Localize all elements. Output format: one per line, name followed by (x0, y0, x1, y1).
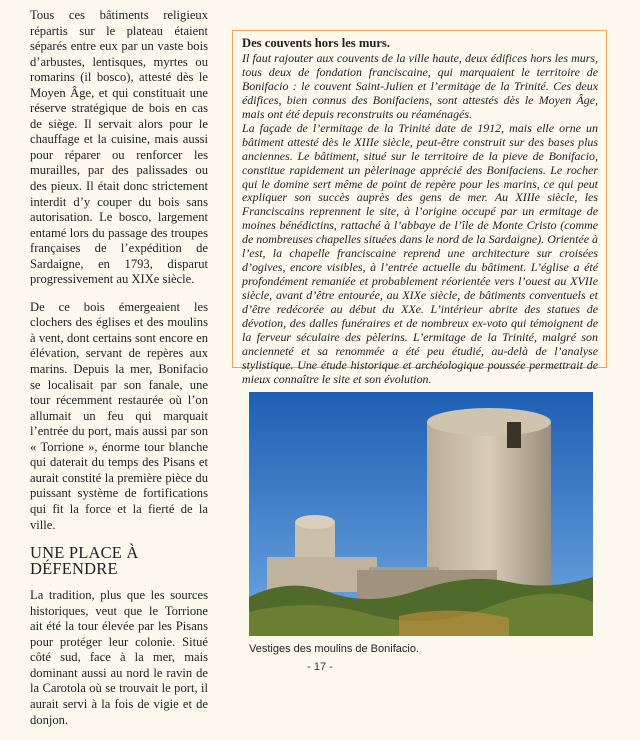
sidebar-title: Des couvents hors les murs. (242, 36, 390, 50)
sidebar-paragraph-1: Il faut rajouter aux couvents de la ville haute, deux édifices hors les murs, tous deux de fondation franciscaine, qui marquaient le territoire de Bonifacio : le couvent Saint-Julien et l’ermitage de la Trinité. Ces deux édifices, bien connus des Bonifaciens, sont attestés dès le Moyen Âge, mais ont été depuis reconstruits ou réaménagés. (242, 50, 598, 121)
page-number: - 17 - (307, 661, 333, 673)
windmills-illustration (249, 392, 593, 636)
paragraph-clochers: De ce bois émergeaient les clochers des églises et des moulins à vent, dont certains sont encore en élévation, servant de repères aux marins. Depuis la mer, Bonifacio se localisait par son fanale, une tour récemment restaurée où l’on allumait un feu qui marquait l’entrée du port, mais aussi par son « Torrione », énorme tour blanche qui daterait du temps des Pisans et aurait constité la première pièce du puissant système de fortifications qui fit la force et la fierté de la ville. (30, 299, 208, 532)
section-heading: UNE PLACE À DÉFENDRE (30, 543, 139, 578)
windmills-photo (249, 392, 593, 636)
sidebar-box (232, 30, 607, 386)
main-text-column (30, 8, 208, 740)
photo-caption: Vestiges des moulins de Bonifacio. (249, 643, 419, 655)
paragraph-torrione: La tradition, plus que les sources historiques, veut que le Torrione ait été la tour élevée par les Pisans pour protéger leur colonie. Situé côté sud, face à la mer, mais dominant aussi au nord le ravin de la Carotola où se trouvait le port, il aurait servi à la fois de vigie et de donjon. (30, 588, 208, 727)
sidebar-paragraph-2: La façade de l’ermitage de la Trinité date de 1912, mais elle orne un bâtiment attesté dès le XIIIe siècle, peut-être construit sur des bases plus anciennes. Le bâtiment, situé sur le territoire de la pieve de Bonifacio, constitue rapidement un pèlerinage apprécié des Bonifaciens. Le rocher qui le domine sert même de point de repère pour les marins, ce qui peut expliquer son succès auprès des gens de mer. Au XIIIe siècle, les Franciscains reprennent le site, à l’origine occupé par un ermitage de moines bénédictins, rattaché à l’abbaye de l’île de Monte Cristo (comme de nombreuses chapelles situées dans le nord de la Sardaigne). Orientée à l’est, la chapelle franciscaine reprend une architecture sur croisées d’ogives, encore visibles, à l’entrée actuelle du bâtiment. L’église a été profondément remaniée et probablement réorientée vers l’ouest au XVIIe siècle, avant d’être entourée, au XIXe siècle, de bâtiments conventuels et d’être redécorée au début du XXe. L’intérieur abrite des statues de dévotion, des dalles funéraires et de nombreux ex-voto qui témoignent de la ferveur séculaire des pèlerins. L’ermitage de la Trinité, malgré son ancienneté et sa renommée a été peu étudié, au-delà de l’analyse stylistique. Une étude historique et archéologique poussée permettrait de mieux connaître le site et son évolution. (242, 120, 598, 386)
paragraph-bosco: Tous ces bâtiments religieux répartis sur le plateau étaient séparés entre eux par un vaste bois d’arbustes, lentisques, myrtes ou romarins (il bosco), attesté dès le Moyen Âge, et qui constituait une réserve stratégique de bois en cas de siège. Il servait alors pour le chauffage et la cuisine, mais aussi pour réparer ou renforcer les murailles, par des palissades ou des pieux. Il était donc strictement interdit d’y couper du bois sans autorisation. Le bosco, largement entamé lors du passage des troupes françaises de l’expédition de Sardaigne, en 1793, disparut progressivement au XIXe siècle. (30, 8, 208, 287)
